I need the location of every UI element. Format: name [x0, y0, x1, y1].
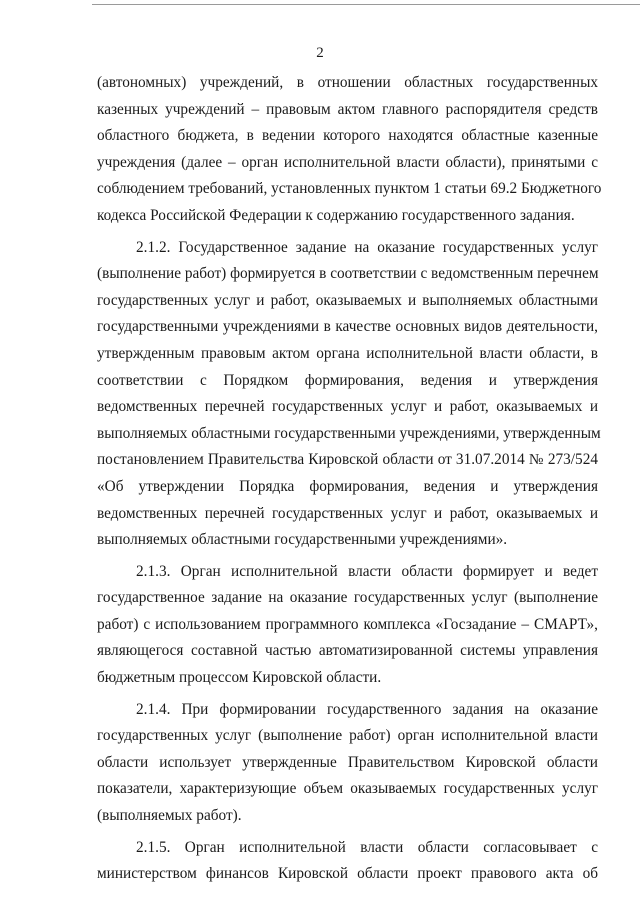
paragraph-2-1-4	[97, 697, 598, 830]
text-line: бюджетным процессом Кировской области.	[97, 669, 382, 687]
paragraph-2-1-3	[97, 559, 598, 692]
text-line: «Об утверждении Порядка формирования, ведения и утверждения	[97, 477, 598, 495]
text-line: казенных учреждений – правовым актом главного распорядителя средств	[97, 100, 598, 118]
page-number: 2	[316, 45, 324, 61]
text-line: показатели, характеризующие объем оказываемых государственных услуг	[97, 780, 598, 798]
text-line: являющегося составной частью автоматизированной системы управления	[97, 642, 598, 660]
text-line: (автономных) учреждений, в отношении областных государственных	[97, 74, 598, 91]
text-line: (выполнение работ) формируется в соответствии с ведомственным перечнем	[97, 265, 599, 283]
text-line: областного бюджета, в ведении которого находятся областные казенные	[97, 127, 598, 145]
text-line: государственными учреждениями в качестве основных видов деятельности,	[97, 318, 598, 336]
text-line: выполняемых областными государственными учреждениями».	[97, 531, 508, 549]
text-line: выполняемых областными государственными учреждениями, утвержденным	[97, 424, 601, 442]
text-line: государственное задание на оказание государственных услуг (выполнение	[97, 589, 598, 607]
text-line: соответствии с Порядком формирования, ведения и утверждения	[97, 371, 598, 389]
text-line: утвержденным правовым актом органа исполнительной власти области, в	[97, 344, 598, 362]
text-line: области использует утвержденные Правительством Кировской области	[97, 753, 598, 771]
text-line: учреждения (далее – орган исполнительной власти области), принятыми с	[97, 153, 598, 171]
text-line: кодекса Российской Федерации к содержанию государственного задания.	[97, 206, 575, 224]
text-line: (выполняемых работ).	[97, 807, 242, 825]
text-line: ведомственных перечней государственных услуг и работ, оказываемых и	[97, 398, 598, 416]
text-line: работ) с использованием программного комплекса «Госзадание – СМАРТ»,	[97, 615, 598, 633]
text-line: министерством финансов Кировской области проект правового акта об	[97, 865, 598, 883]
text-line: 2.1.5. Орган исполнительной власти области согласовывает с	[136, 838, 598, 856]
paragraph-2-1-5	[97, 835, 598, 888]
paragraph-continuation	[97, 70, 602, 230]
text-line: ведомственных перечней государственных услуг и работ, оказываемых и	[97, 504, 598, 522]
text-line: государственных услуг (выполнение работ) орган исполнительной власти	[97, 727, 598, 745]
text-line: 2.1.2. Государственное задание на оказание государственных услуг	[136, 238, 598, 256]
text-line: государственных услуг и работ, оказываемых и выполняемых областными	[97, 291, 598, 309]
text-line: 2.1.3. Орган исполнительной власти области формирует и ведет	[136, 562, 598, 580]
text-line: 2.1.4. При формировании государственного задания на оказание	[136, 700, 598, 718]
text-line: соблюдением требований, установленных пунктом 1 статьи 69.2 Бюджетного	[97, 180, 602, 198]
paragraph-2-1-2	[97, 235, 601, 554]
text-line: постановлением Правительства Кировской области от 31.07.2014 № 273/524	[97, 451, 598, 469]
document-body	[97, 70, 602, 888]
top-scan-rule	[92, 4, 640, 5]
